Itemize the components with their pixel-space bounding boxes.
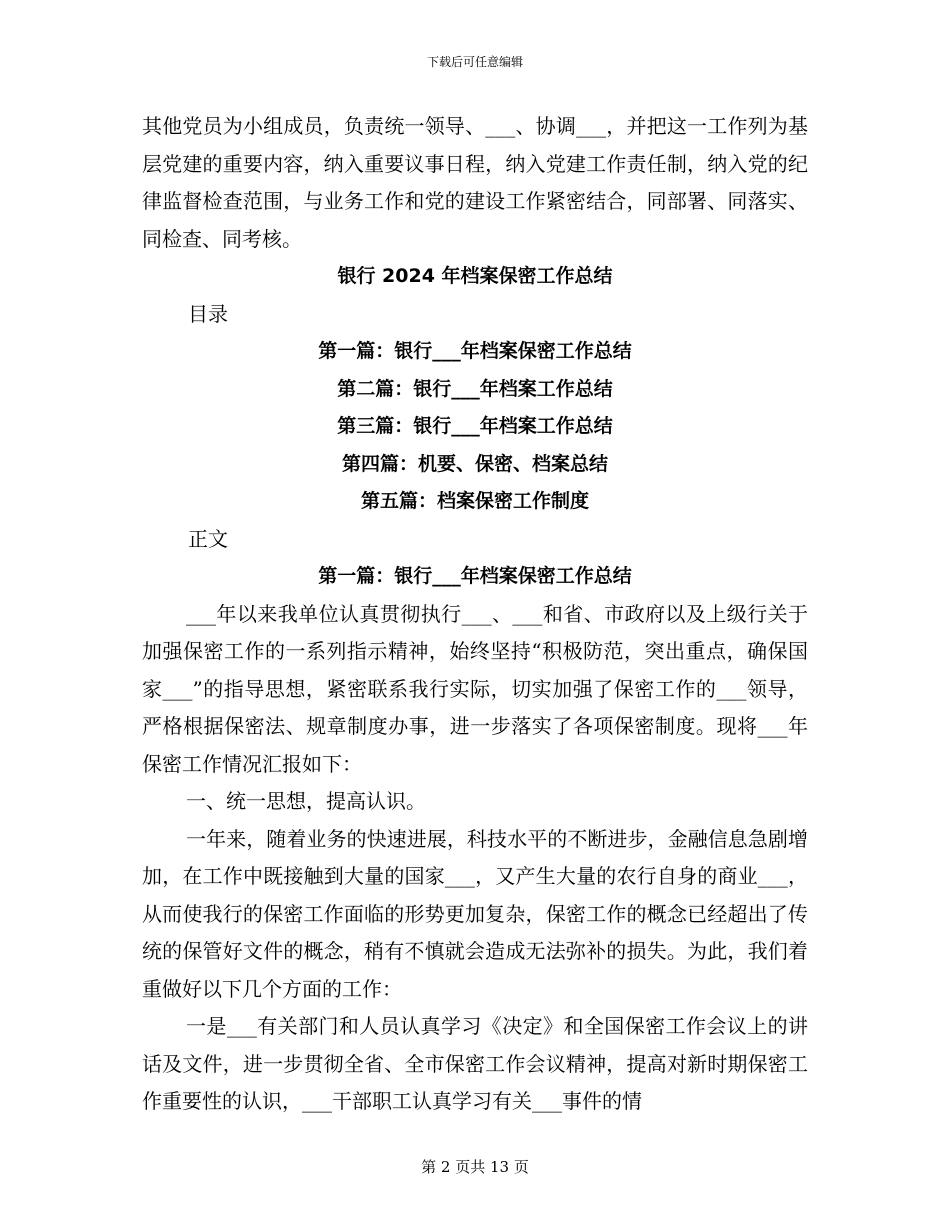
toc-item-5: 第五篇：档案保密工作制度 bbox=[360, 490, 589, 512]
paragraph-1: ___年以来我单位认真贯彻执行___、___和省、市政府以及上级行关于加强保密工作的一系列指示精神，始终坚持“积极防范，突出重点，确保国家___”的指导思想，紧密联系我行实际，切实加强了保密工作的___领导，严格根据保密法、规章制度办事，进一步落实了各项保密制度。现将___年保密工作情况汇报如下： bbox=[142, 601, 808, 776]
paragraph-2: 一、统一思想，提高认识。 bbox=[186, 789, 426, 813]
document-body bbox=[142, 108, 808, 1121]
paragraph-3: 一年来，随着业务的快速进展，科技水平的不断进步，金融信息急剧增加，在工作中既接触到大量的国家___，又产生大量的农行自身的商业___，从而使我行的保密工作面临的形势更加复杂，保密工作的概念已经超出了传统的保管好文件的概念，稍有不慎就会造成无法弥补的损失。为此，我们着重做好以下几个方面的工作： bbox=[142, 826, 808, 1001]
toc-item-4: 第四篇：机要、保密、档案总结 bbox=[341, 452, 608, 475]
toc-label: 目录 bbox=[188, 301, 228, 326]
section-title: 第一篇：银行___年档案保密工作总结 bbox=[318, 565, 632, 587]
toc-item-3: 第三篇：银行___年档案工作总结 bbox=[337, 415, 613, 437]
page-header: 下载后可任意编辑 bbox=[426, 55, 523, 69]
toc-item-1: 第一篇：银行___年档案保密工作总结 bbox=[318, 340, 632, 362]
body-label: 正文 bbox=[188, 526, 228, 551]
document-title: 银行 2024 年档案保密工作总结 bbox=[337, 265, 613, 287]
page-footer: 第 2 页共 13 页 bbox=[421, 1158, 529, 1176]
paragraph-top: 其他党员为小组成员，负责统一领导、___、协调___，并把这一工作列为基层党建的重要内容，纳入重要议事日程，纳入党建工作责任制，纳入党的纪律监督检查范围，与业务工作和党的建设工作紧密结合，同部署、同落实、同检查、同考核。 bbox=[142, 114, 808, 251]
paragraph-4: 一是___有关部门和人员认真学习《决定》和全国保密工作会议上的讲话及文件，进一步贯彻全省、全市保密工作会议精神，提高对新时期保密工作重要性的认识，___干部职工认真学习有关___事件的情 bbox=[142, 1014, 808, 1113]
toc-item-2: 第二篇：银行___年档案工作总结 bbox=[337, 377, 613, 400]
